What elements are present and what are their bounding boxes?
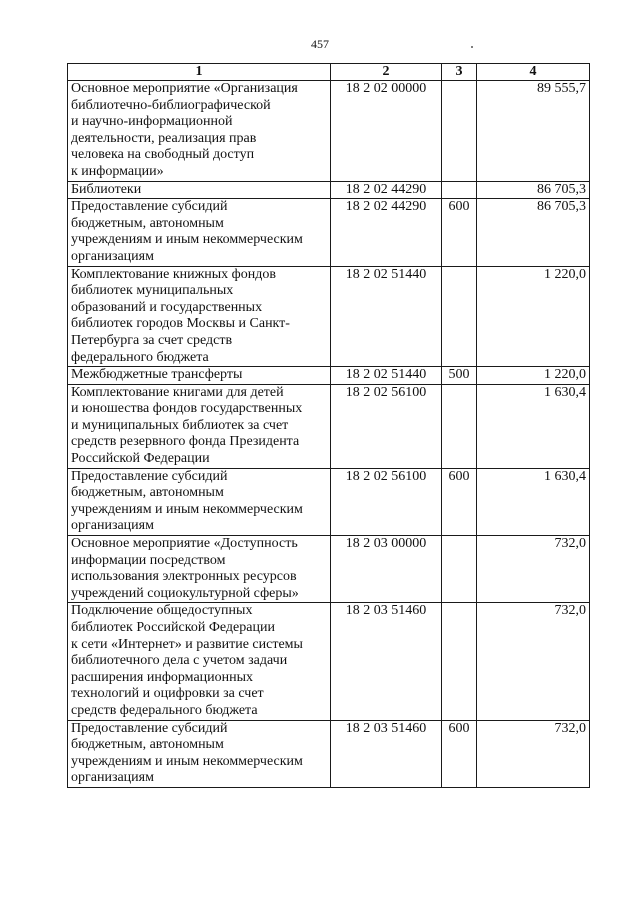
- row-amount-cell: 732,0: [477, 720, 590, 787]
- table-row: [68, 468, 590, 535]
- row-amount-cell: 1 630,4: [477, 468, 590, 535]
- row-code-cell: 18 2 03 51460: [331, 603, 442, 720]
- row-code-cell: 18 2 02 56100: [331, 384, 442, 468]
- row-code-cell: 18 2 03 51460: [331, 720, 442, 787]
- row-code-cell: 18 2 02 00000: [331, 81, 442, 182]
- header-row: [68, 64, 590, 81]
- row-type-cell: [442, 536, 477, 603]
- header-cell-code: 2: [331, 64, 442, 81]
- row-code-cell: 18 2 02 44290: [331, 181, 442, 199]
- row-code-cell: 18 2 02 44290: [331, 199, 442, 266]
- row-type-cell: 500: [442, 367, 477, 385]
- row-type-cell: [442, 181, 477, 199]
- row-name-cell: Основное мероприятие «Организация библиотечно-библиографической и научно-информационной деятельности, реализация прав человека на свободный доступ к информации»: [68, 81, 331, 182]
- table-row: [68, 536, 590, 603]
- row-name-cell: Предоставление субсидий бюджетным, автономным учреждениям и иным некоммерческим организациям: [68, 199, 331, 266]
- row-type-cell: 600: [442, 199, 477, 266]
- header-cell-type: 3: [442, 64, 477, 81]
- row-amount-cell: 1 220,0: [477, 367, 590, 385]
- table-row: [68, 603, 590, 720]
- table-row: [68, 367, 590, 385]
- row-amount-cell: 1 630,4: [477, 384, 590, 468]
- row-name-cell: Комплектование книгами для детей и юношества фондов государственных и муниципальных библиотек за счет средств резервного фонда Президента Российской Федерации: [68, 384, 331, 468]
- table-row: [68, 266, 590, 367]
- row-name-cell: Комплектование книжных фондов библиотек муниципальных образований и государственных библиотек городов Москвы и Санкт- Петербурга за счет средств федерального бюджета: [68, 266, 331, 367]
- table-row: [68, 181, 590, 199]
- row-amount-cell: 732,0: [477, 536, 590, 603]
- table-row: [68, 199, 590, 266]
- row-code-cell: 18 2 02 51440: [331, 367, 442, 385]
- table-row: [68, 384, 590, 468]
- row-type-cell: [442, 384, 477, 468]
- row-name-cell: Подключение общедоступных библиотек Российской Федерации к сети «Интернет» и развитие системы библиотечного дела с учетом задачи расширения информационных технологий и оцифровки за счет средств федерального бюджета: [68, 603, 331, 720]
- row-name-cell: Предоставление субсидий бюджетным, автономным учреждениям и иным некоммерческим организациям: [68, 720, 331, 787]
- row-name-cell: Предоставление субсидий бюджетным, автономным учреждениям и иным некоммерческим организациям: [68, 468, 331, 535]
- row-name-cell: Межбюджетные трансферты: [68, 367, 331, 385]
- row-amount-cell: 1 220,0: [477, 266, 590, 367]
- row-type-cell: [442, 81, 477, 182]
- row-name-cell: Основное мероприятие «Доступность информации посредством использования электронных ресурсов учреждений социокультурной сферы»: [68, 536, 331, 603]
- header-cell-name: 1: [68, 64, 331, 81]
- row-type-cell: 600: [442, 720, 477, 787]
- row-code-cell: 18 2 02 51440: [331, 266, 442, 367]
- row-type-cell: 600: [442, 468, 477, 535]
- budget-table: [67, 63, 590, 788]
- page-number: 457: [311, 37, 329, 51]
- row-amount-cell: 732,0: [477, 603, 590, 720]
- row-code-cell: 18 2 03 00000: [331, 536, 442, 603]
- row-code-cell: 18 2 02 56100: [331, 468, 442, 535]
- header-cell-amount: 4: [477, 64, 590, 81]
- row-amount-cell: 86 705,3: [477, 199, 590, 266]
- row-type-cell: [442, 603, 477, 720]
- row-amount-cell: 89 555,7: [477, 81, 590, 182]
- scan-speck: [471, 46, 473, 48]
- table-row: [68, 720, 590, 787]
- table-row: [68, 81, 590, 182]
- row-name-cell: Библиотеки: [68, 181, 331, 199]
- row-type-cell: [442, 266, 477, 367]
- row-amount-cell: 86 705,3: [477, 181, 590, 199]
